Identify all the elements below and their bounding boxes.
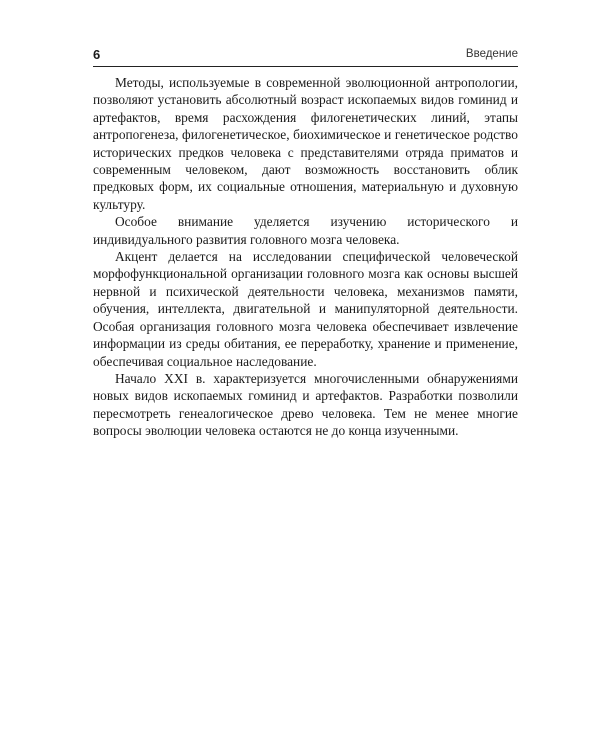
page-number: 6	[93, 47, 101, 62]
page-header	[93, 44, 518, 67]
paragraph-methods: Методы, используемые в современной эволюционной антропологии, позволяют установить абсолютный возраст ископаемых видов гоминид и артефактов, время расхождения филогенетических линий, этапы антропогенеза, филогенетическое, биохимическое и генетическое родство исторических предков человека с представителями отряда приматов и современным человеком, дают возможность восстановить облик предковых форм, их социальные отношения, материальную и духовную культуру.	[93, 75, 518, 212]
running-head: Введение	[465, 48, 518, 60]
paragraph-brain-organization: Акцент делается на исследовании специфической человеческой морфофункциональной организации головного мозга как основы высшей нервной и психической деятельности человека, механизмов памяти, обучения, интеллекта, двигательной и манипуляторной деятельности. Особая организация головного мозга человека обеспечивает извлечение информации из среды обитания, ее переработку, хранение и применение, обеспечивая социальное наследование.	[93, 249, 518, 369]
paragraph-21st-century: Начало XXI в. характеризуется многочисленными обнаружениями новых видов ископаемых гоминид и артефактов. Разработки позволили пересмотреть генеалогическое древо человека. Тем не менее многие вопросы эволюции человека остаются не до конца изученными.	[93, 370, 518, 439]
paragraph-brain-development: Особое внимание уделяется изучению исторического и индивидуального развития головного мозга человека.	[93, 214, 518, 247]
body-text	[93, 74, 518, 440]
